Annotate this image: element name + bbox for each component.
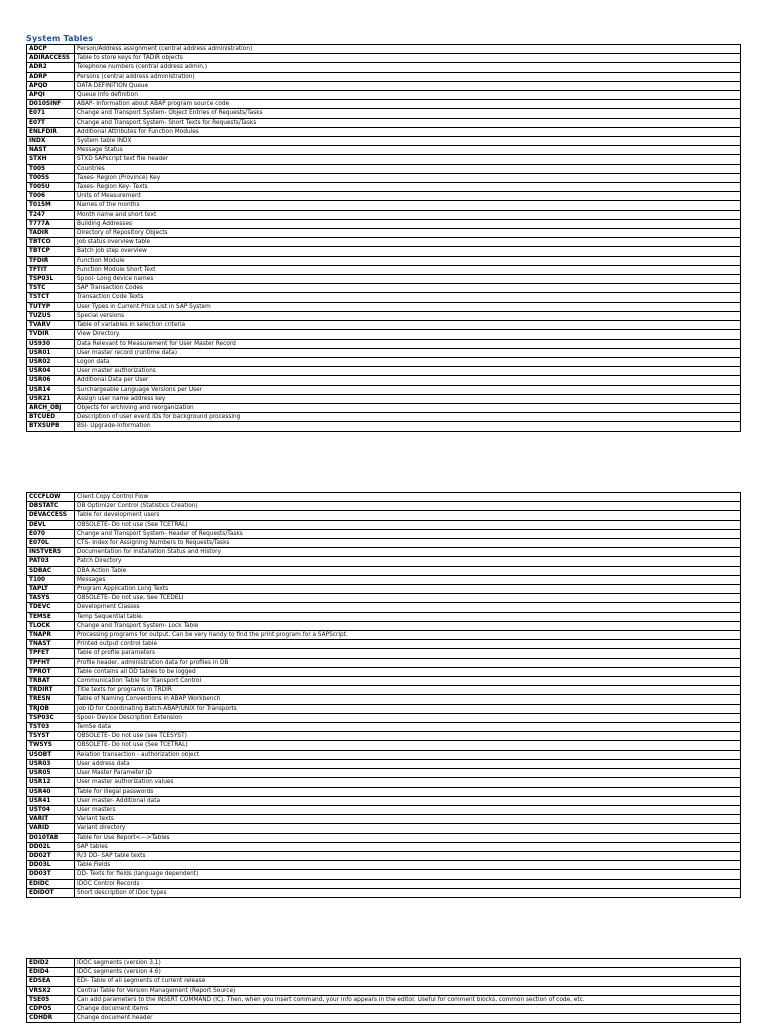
table-name-cell: TUTYP [27,302,75,311]
table-description-cell: System table INDX [75,137,741,146]
table-description-cell: Batch job step overview [75,247,741,256]
table-description-cell: Variant directory [75,824,741,833]
table-description-cell: Assign user name address key [75,394,741,403]
table-row [27,759,741,768]
table-name-cell: TRDIRT [27,686,75,695]
table-description-cell: OBSOLETE- Do not use, See TCEDELI [75,594,741,603]
table-description-cell: Change and Transport System- Lock Table [75,621,741,630]
table-description-cell: Variant texts [75,815,741,824]
table-description-cell: OBSOLETE- Do not use (See TCETRAL) [75,520,741,529]
table-description-cell: Additional Attributes for Function Modules [75,127,741,136]
table-row [27,210,741,219]
table-description-cell: Can add parameters to the INSERT COMMAND (IC). Then, when you insert command, your info appears in the editor. Useful for comment blocks, common section of code, etc. [75,995,741,1004]
table-row [27,376,741,385]
table-row [27,493,741,502]
table-row [27,713,741,722]
table-name-cell: ENLFDIR [27,127,75,136]
table-name-cell: VRSX2 [27,986,75,995]
table-row [27,594,741,603]
table-description-cell: Month name and short text [75,210,741,219]
table-name-cell: TNAST [27,640,75,649]
table-row [27,127,741,136]
table-name-cell: TRBAT [27,677,75,686]
table-row [27,367,741,376]
table-name-cell: TVDIR [27,330,75,339]
table-description-cell: Countries [75,164,741,173]
table-description-cell: Table of variables in selection criteria [75,321,741,330]
table-row [27,704,741,713]
table-name-cell: DD02L [27,842,75,851]
table-description-cell: IDOC Control Records [75,879,741,888]
table-name-cell: USR04 [27,367,75,376]
table-row [27,192,741,201]
table-description-cell: DATA DEFINITION Queue [75,81,741,90]
table-description-cell: Building Addresses [75,219,741,228]
table-row [27,502,741,511]
table-name-cell: TBTCO [27,238,75,247]
table-row [27,612,741,621]
table-row [27,539,741,548]
table-row [27,888,741,897]
table-row [27,995,741,1004]
table-description-cell: Change document header [75,1014,741,1023]
table-row [27,1005,741,1014]
table-row [27,183,741,192]
table-row [27,686,741,695]
table-name-cell: DBSTATC [27,502,75,511]
table-description-cell: User address data [75,759,741,768]
table-description-cell: BSI- Upgrade-Information [75,422,741,431]
table-row [27,959,741,968]
table-name-cell: APQD [27,81,75,90]
table-row [27,677,741,686]
table-name-cell: D010TAB [27,833,75,842]
table-row [27,137,741,146]
table-description-cell: Message Status [75,146,741,155]
table-name-cell: EDID2 [27,959,75,968]
table-name-cell: TSTC [27,284,75,293]
table-row [27,357,741,366]
table-row [27,302,741,311]
table-name-cell: TWSYS [27,741,75,750]
table-name-cell: TASYS [27,594,75,603]
table-row [27,787,741,796]
table-description-cell: Persons (central address administration) [75,72,741,81]
table-row [27,603,741,612]
table-name-cell: T015M [27,201,75,210]
table-description-cell: Short description of IDoc types [75,888,741,897]
system-tables-list-1 [26,44,741,432]
table-description-cell: Profile header, administration data for profiles in DB [75,658,741,667]
table-name-cell: DD03T [27,870,75,879]
table-name-cell: TVARV [27,321,75,330]
table-row [27,824,741,833]
table-description-cell: Printed output control table [75,640,741,649]
table-description-cell: Job status overview table [75,238,741,247]
table-description-cell: EDI- Table of all segments of current release [75,977,741,986]
table-row [27,201,741,210]
table-description-cell: Taxes- Region (Province) Key [75,173,741,182]
table-row [27,275,741,284]
table-row [27,695,741,704]
table-description-cell: Person/Address assignment (central address administration) [75,45,741,54]
table-row [27,330,741,339]
table-description-cell: Table for illegal passwords [75,787,741,796]
table-name-cell: CCCFLOW [27,493,75,502]
table-name-cell: TSTCT [27,293,75,302]
table-row [27,557,741,566]
table-row [27,229,741,238]
table-name-cell: TFTIT [27,265,75,274]
table-description-cell: Processing programs for output. Can be very handy to find the print program for a SAPScript. [75,631,741,640]
table-name-cell: TPFET [27,649,75,658]
table-row [27,640,741,649]
table-row [27,805,741,814]
table-name-cell: DEVL [27,520,75,529]
table-row [27,403,741,412]
table-name-cell: T100 [27,575,75,584]
table-row [27,667,741,676]
table-name-cell: USR14 [27,385,75,394]
table-name-cell: ADR2 [27,63,75,72]
table-description-cell: DB Optimizer Control (Statistics Creation) [75,502,741,511]
table-name-cell: USR03 [27,759,75,768]
table-description-cell: Queue info definition [75,91,741,100]
table-description-cell: View Directory [75,330,741,339]
table-name-cell: INSTVERS [27,548,75,557]
table-name-cell: EDIDC [27,879,75,888]
table-description-cell: Names of the months [75,201,741,210]
table-row [27,394,741,403]
table-row [27,870,741,879]
table-row [27,548,741,557]
table-row [27,81,741,90]
table-description-cell: Change and Transport System- Header of Requests/Tasks [75,529,741,538]
table-description-cell: STXD SAPscript text file header [75,155,741,164]
table-row [27,45,741,54]
table-description-cell: User Types in Current Price List in SAP System [75,302,741,311]
table-description-cell: Logon data [75,357,741,366]
table-name-cell: DEVACCESS [27,511,75,520]
table-description-cell: SAP tables [75,842,741,851]
table-name-cell: NAST [27,146,75,155]
table-row [27,100,741,109]
table-name-cell: T247 [27,210,75,219]
table-description-cell: Development Classes [75,603,741,612]
table-row [27,109,741,118]
table-row [27,63,741,72]
table-name-cell: BTCUED [27,413,75,422]
table-name-cell: EDSEA [27,977,75,986]
table-row [27,247,741,256]
table-name-cell: E071 [27,109,75,118]
table-name-cell: EDIDOT [27,888,75,897]
table-description-cell: Relation transaction - authorization object [75,750,741,759]
table-description-cell: Units of Measurement [75,192,741,201]
table-description-cell: Function Module Short Text [75,265,741,274]
table-row [27,422,741,431]
table-description-cell: Client Copy Control Flow [75,493,741,502]
table-row [27,529,741,538]
table-name-cell: TSP03C [27,713,75,722]
table-name-cell: STXH [27,155,75,164]
table-row [27,413,741,422]
table-name-cell: ADRP [27,72,75,81]
table-description-cell: Table to store keys for TADIR objects [75,54,741,63]
table-row [27,293,741,302]
table-name-cell: E070 [27,529,75,538]
table-row [27,155,741,164]
table-row [27,851,741,860]
table-name-cell: TBTCP [27,247,75,256]
table-name-cell: DD02T [27,851,75,860]
table-name-cell: USR06 [27,376,75,385]
table-description-cell: User masters [75,805,741,814]
table-row [27,741,741,750]
table-description-cell: OBSOLETE- Do not use (see TCESYST) [75,732,741,741]
table-row [27,118,741,127]
table-name-cell: T005S [27,173,75,182]
table-row [27,585,741,594]
table-name-cell: TLOCK [27,621,75,630]
table-name-cell: D010SINF [27,100,75,109]
table-description-cell: Documentation for installation Status and History [75,548,741,557]
table-description-cell: Spool- Device Description Extension [75,713,741,722]
table-row [27,986,741,995]
table-description-cell: Table for development users [75,511,741,520]
table-name-cell: TEMSE [27,612,75,621]
table-row [27,91,741,100]
table-row [27,649,741,658]
table-row [27,575,741,584]
table-name-cell: TPROT [27,667,75,676]
table-name-cell: PAT03 [27,557,75,566]
table-name-cell: ADIRACCESS [27,54,75,63]
table-description-cell: IDOC segments (version 4.6) [75,968,741,977]
table-description-cell: Telephone numbers (central address admin.) [75,63,741,72]
table-description-cell: Data Relevant to Measurement for User Master Record [75,339,741,348]
table-row [27,658,741,667]
table-description-cell: Table for Use Report<--->Tables [75,833,741,842]
table-description-cell: Objects for archiving and reorganization [75,403,741,412]
table-row [27,732,741,741]
table-name-cell: VARID [27,824,75,833]
table-name-cell: T005U [27,183,75,192]
table-description-cell: Table of profile parameters [75,649,741,658]
table-name-cell: TFDIR [27,256,75,265]
table-name-cell: APQI [27,91,75,100]
table-description-cell: Function Module [75,256,741,265]
table-description-cell: Change and Transport System- Object Entries of Requests/Tasks [75,109,741,118]
table-description-cell: User Master Parameter ID [75,769,741,778]
table-description-cell: Table contains all DD tables to be logged [75,667,741,676]
table-description-cell: Temp Sequential table. [75,612,741,621]
table-description-cell: OBSOLETE- Do not use (See TCETRAL) [75,741,741,750]
table-name-cell: CDHDR [27,1014,75,1023]
table-row [27,1014,741,1023]
table-row [27,511,741,520]
system-tables-list-2 [26,492,741,898]
section-heading: System Tables [26,34,94,43]
system-tables-list-3 [26,958,741,1023]
table-row [27,238,741,247]
table-description-cell: Transaction Code Texts [75,293,741,302]
table-name-cell: TAPLT [27,585,75,594]
table-row [27,146,741,155]
table-name-cell: USR02 [27,357,75,366]
table-description-cell: Surchargeable Language Versions per User [75,385,741,394]
table-row [27,256,741,265]
table-row [27,321,741,330]
table-row [27,219,741,228]
table-name-cell: USR21 [27,394,75,403]
table-description-cell: Spool- Long device names [75,275,741,284]
table-name-cell: TST03 [27,723,75,732]
table-name-cell: INDX [27,137,75,146]
table-description-cell: Directory of Repository Objects [75,229,741,238]
table-description-cell: Special versions [75,311,741,320]
table-row [27,833,741,842]
table-row [27,842,741,851]
table-row [27,173,741,182]
table-name-cell: TRJOB [27,704,75,713]
table-row [27,861,741,870]
table-description-cell: Additional Data per User [75,376,741,385]
table-name-cell: US930 [27,339,75,348]
table-description-cell: CTS- Index for Assigning Numbers to Requests/Tasks [75,539,741,548]
table-row [27,879,741,888]
table-name-cell: SDBAC [27,566,75,575]
table-description-cell: User master authorization values [75,778,741,787]
table-description-cell: Communication Table for Transport Control [75,677,741,686]
table-row [27,339,741,348]
table-description-cell: Patch Directory [75,557,741,566]
table-row [27,750,741,759]
table-description-cell: User master record (runtime data) [75,348,741,357]
table-name-cell: T006 [27,192,75,201]
table-row [27,348,741,357]
table-name-cell: DD03L [27,861,75,870]
table-name-cell: TSE05 [27,995,75,1004]
table-description-cell: R/3 DD- SAP table texts [75,851,741,860]
table-name-cell: USR40 [27,787,75,796]
table-name-cell: TUZUS [27,311,75,320]
table-name-cell: E07T [27,118,75,127]
table-row [27,72,741,81]
table-row [27,977,741,986]
table-name-cell: ADCP [27,45,75,54]
table-name-cell: USR05 [27,769,75,778]
table-description-cell: Description of user event IDs for background processing [75,413,741,422]
table-name-cell: USR12 [27,778,75,787]
table-row [27,796,741,805]
table-name-cell: USR01 [27,348,75,357]
table-name-cell: TDEVC [27,603,75,612]
table-row [27,265,741,274]
table-description-cell: Table Fields [75,861,741,870]
table-name-cell: VARIT [27,815,75,824]
table-description-cell: TemSe data [75,723,741,732]
table-name-cell: T005 [27,164,75,173]
table-row [27,778,741,787]
table-description-cell: Title texts for programs in TRDIR [75,686,741,695]
table-name-cell: TADIR [27,229,75,238]
table-description-cell: Taxes- Region Key- Texts [75,183,741,192]
table-name-cell: TSP03L [27,275,75,284]
table-name-cell: TNAPR [27,631,75,640]
table-description-cell: User master authorizations [75,367,741,376]
table-row [27,164,741,173]
table-description-cell: Messages [75,575,741,584]
table-name-cell: USR41 [27,796,75,805]
table-description-cell: DBA Action Table [75,566,741,575]
table-row [27,769,741,778]
table-row [27,723,741,732]
table-name-cell: TRESN [27,695,75,704]
table-row [27,385,741,394]
table-row [27,968,741,977]
table-description-cell: DD- Texts for fields (language dependent) [75,870,741,879]
table-name-cell: EDID4 [27,968,75,977]
table-description-cell: SAP Transaction Codes [75,284,741,293]
table-row [27,54,741,63]
table-name-cell: E070L [27,539,75,548]
table-row [27,815,741,824]
table-name-cell: BTXSUPB [27,422,75,431]
table-name-cell: TSYST [27,732,75,741]
table-description-cell: User master- Additional data [75,796,741,805]
table-description-cell: ABAP- Information about ABAP program source code [75,100,741,109]
table-description-cell: Change and Transport System- Short Texts for Requests/Tasks [75,118,741,127]
table-row [27,520,741,529]
table-description-cell: IDOC segments (version 3.1) [75,959,741,968]
table-description-cell: Table of Naming Conventions in ABAP Workbench [75,695,741,704]
table-name-cell: UST04 [27,805,75,814]
table-row [27,284,741,293]
table-description-cell: Job ID for Coordinating Batch-ABAP/UNIX for Transports [75,704,741,713]
table-row [27,311,741,320]
table-row [27,621,741,630]
table-description-cell: Change document items [75,1005,741,1014]
table-name-cell: USOBT [27,750,75,759]
table-row [27,566,741,575]
table-name-cell: T777A [27,219,75,228]
table-row [27,631,741,640]
table-description-cell: Program Application Long Texts [75,585,741,594]
table-name-cell: TPFHT [27,658,75,667]
table-description-cell: Central Table for Version Management (Report Source) [75,986,741,995]
table-name-cell: CDPOS [27,1005,75,1014]
table-name-cell: ARCH_OBJ [27,403,75,412]
